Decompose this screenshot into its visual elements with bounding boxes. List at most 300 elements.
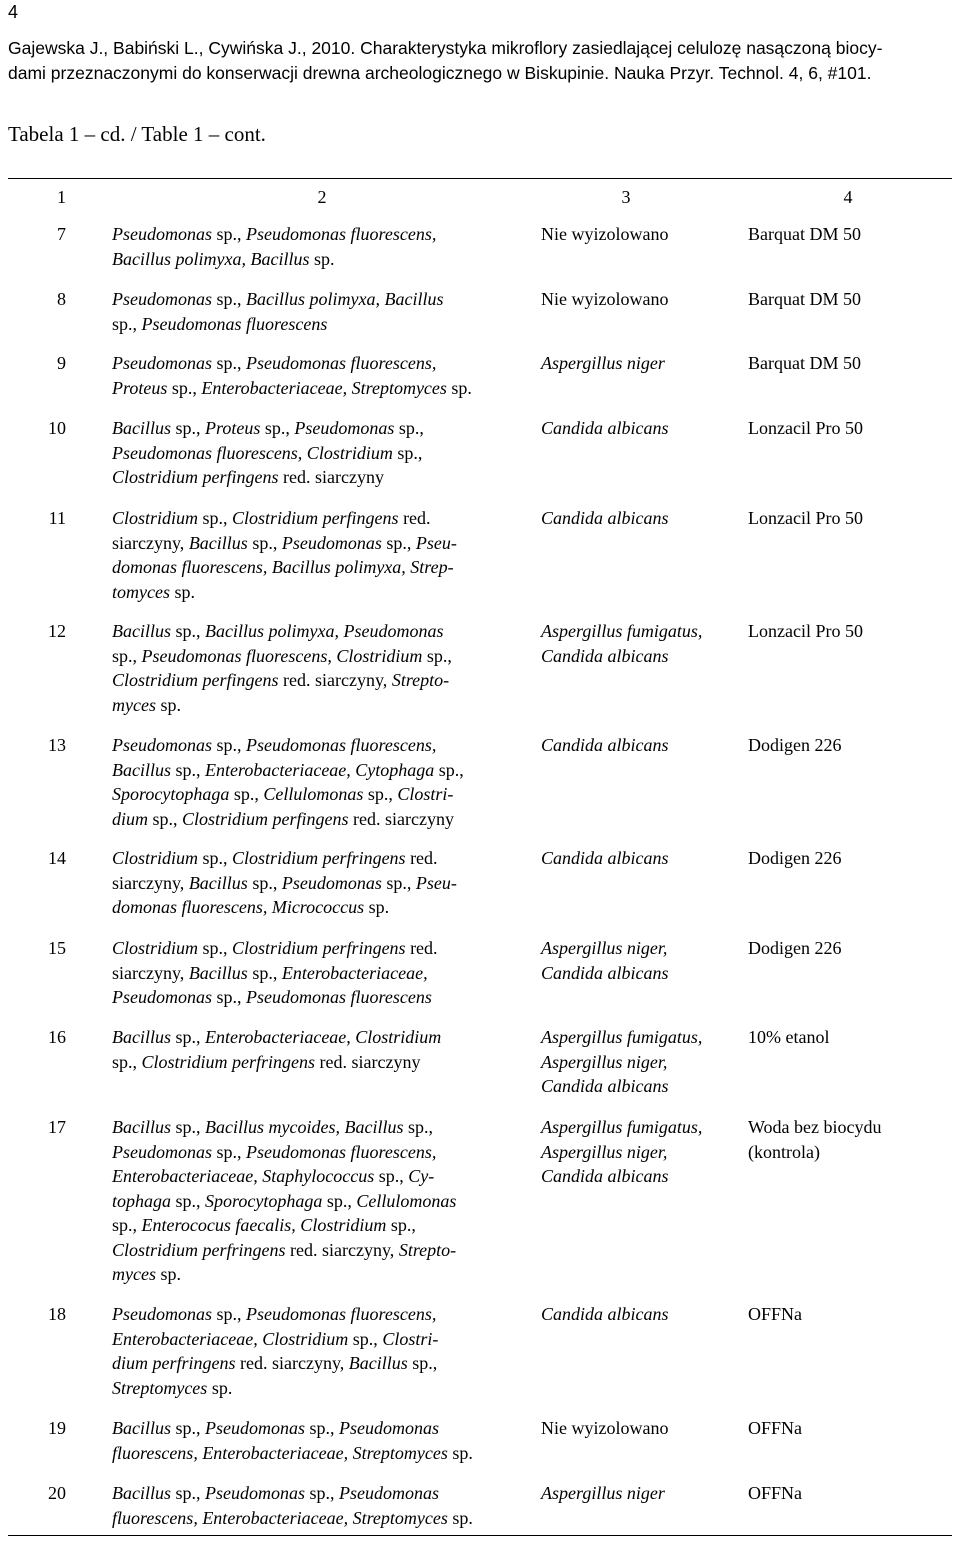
italic-text: Bacillus xyxy=(112,621,171,641)
row-number: 7 xyxy=(57,224,66,244)
cell-organisms xyxy=(112,1416,537,1465)
text: sp., xyxy=(212,289,247,309)
text: Lonzacil Pro 50 xyxy=(748,418,863,438)
cell-organisms xyxy=(112,351,537,400)
cell-line xyxy=(748,287,953,312)
italic-text: Clostridium xyxy=(112,938,199,958)
text: sp., xyxy=(434,759,464,780)
italic-text: Aspergillus niger, xyxy=(541,1141,668,1162)
text: Barquat DM 50 xyxy=(748,353,861,373)
italic-text: Candida albicans xyxy=(541,508,669,528)
row-number: 13 xyxy=(48,735,66,755)
cell-line xyxy=(112,619,537,644)
italic-text: Cellulomonas xyxy=(356,1190,457,1211)
text: sp., xyxy=(247,962,282,983)
text: sp., xyxy=(167,377,202,398)
italic-text: domonas fluorescens, Micrococcus xyxy=(112,897,365,917)
cell-line xyxy=(112,961,537,986)
cell-organisms xyxy=(112,222,537,271)
italic-text: Pseu- xyxy=(415,532,457,553)
italic-text: Candida albicans xyxy=(541,645,669,666)
cell-line xyxy=(112,1140,537,1165)
text: sp., xyxy=(198,938,233,958)
table-bottom-rule xyxy=(8,1535,952,1536)
text: red. siarczyny xyxy=(348,808,454,829)
italic-text: Aspergillus fumigatus, xyxy=(541,621,703,641)
text: siarczyny, xyxy=(112,962,189,983)
column-header-2: 2 xyxy=(317,187,327,207)
cell-line xyxy=(112,441,537,466)
cell-biocide xyxy=(748,619,953,644)
text: 10% etanol xyxy=(748,1027,830,1047)
cell-line xyxy=(541,846,746,871)
italic-text: Enterobacteriaceae, Staphylococcus xyxy=(112,1166,375,1186)
italic-text: tophaga xyxy=(112,1190,172,1211)
cell-organisms xyxy=(112,846,537,920)
italic-text: Enterobacteriaceae, Clostridium xyxy=(112,1328,349,1349)
italic-text: Aspergillus fumigatus, xyxy=(541,1027,703,1047)
row-number: 12 xyxy=(48,621,66,641)
column-header-4: 4 xyxy=(843,187,853,207)
italic-text: fluorescens, Enterobacteriaceae, Streptomyces xyxy=(112,1442,448,1463)
row-number: 9 xyxy=(57,353,66,373)
text: Lonzacil Pro 50 xyxy=(748,621,863,641)
italic-text: Candida albicans xyxy=(541,1304,669,1324)
text: red. xyxy=(405,848,438,868)
cell-line xyxy=(748,1140,953,1165)
italic-text: Pseudomonas xyxy=(339,1483,440,1503)
cell-line xyxy=(748,1115,953,1140)
italic-text: Pseudomonas fluorescens, xyxy=(246,1141,437,1162)
italic-text: Aspergillus fumigatus, xyxy=(541,1117,703,1137)
text: sp., xyxy=(198,848,233,868)
cell-line xyxy=(541,644,746,669)
text: Barquat DM 50 xyxy=(748,224,861,244)
text: sp., xyxy=(260,418,295,438)
row-number: 11 xyxy=(48,508,66,528)
italic-text: Bacillus xyxy=(112,1027,171,1047)
text: Barquat DM 50 xyxy=(748,289,861,309)
cell-line xyxy=(541,1074,746,1099)
cell-fungi xyxy=(541,287,746,312)
cell-line xyxy=(541,1050,746,1075)
cell-line xyxy=(112,693,537,718)
cell-line xyxy=(112,531,537,556)
text: Nie wyizolowano xyxy=(541,1418,669,1438)
column-header-3: 3 xyxy=(621,187,631,207)
cell-line xyxy=(748,1416,953,1441)
cell-line xyxy=(112,1025,537,1050)
italic-text: Pseudomonas xyxy=(112,289,212,309)
cell-biocide xyxy=(748,416,953,441)
cell-fungi xyxy=(541,1302,746,1327)
italic-text: Aspergillus niger xyxy=(541,1483,665,1503)
italic-text: Clostridium perfringens xyxy=(232,848,406,868)
text: siarczyny, xyxy=(112,532,189,553)
italic-text: myces xyxy=(112,694,156,715)
italic-text: Proteus xyxy=(112,377,168,398)
italic-text: Cellulomonas xyxy=(263,784,364,804)
cell-line xyxy=(112,807,537,832)
row-number: 18 xyxy=(48,1304,66,1324)
italic-text: Streptomyces xyxy=(112,1377,208,1398)
cell-biocide xyxy=(748,1115,953,1164)
cell-organisms xyxy=(112,619,537,717)
italic-text: Bacillus xyxy=(112,1418,171,1438)
italic-text: Cy- xyxy=(408,1166,435,1186)
cell-line xyxy=(112,351,537,376)
text: sp., xyxy=(171,1190,206,1211)
text: sp., xyxy=(363,784,398,804)
cell-line xyxy=(112,936,537,961)
cell-organisms xyxy=(112,733,537,831)
cell-line xyxy=(112,733,537,758)
cell-line xyxy=(112,555,537,580)
italic-text: Clostridium perfringens xyxy=(141,1051,316,1072)
italic-text: Pseudomonas fluorescens, Clostridium xyxy=(112,442,393,463)
text: sp., xyxy=(112,1051,142,1072)
table-title: Tabela 1 – cd. / Table 1 – cont. xyxy=(8,122,266,146)
italic-text: Candida albicans xyxy=(541,1166,669,1186)
italic-text: Enterobacteriaceae, Clostridium xyxy=(205,1027,442,1047)
italic-text: fluorescens, Enterobacteriaceae, Streptomyces xyxy=(112,1507,448,1528)
row-number: 20 xyxy=(48,1483,66,1503)
cell-line xyxy=(748,1481,953,1506)
italic-text: Bacillus xyxy=(112,418,171,438)
cell-line xyxy=(112,1441,537,1466)
text: Nie wyizolowano xyxy=(541,224,669,244)
text: siarczyny, xyxy=(112,872,189,893)
cell-line xyxy=(541,1025,746,1050)
text: sp., xyxy=(348,1328,383,1349)
italic-text: Bacillus xyxy=(112,1117,171,1137)
text: Nie wyizolowano xyxy=(541,289,669,309)
italic-text: Candida albicans xyxy=(541,848,669,868)
cell-organisms xyxy=(112,1115,537,1287)
text: red. siarczyny, xyxy=(235,1353,349,1373)
cell-line xyxy=(112,668,537,693)
text: sp., xyxy=(112,313,142,334)
cell-fungi xyxy=(541,1115,746,1189)
cell-organisms xyxy=(112,287,537,336)
italic-text: Bacillus polimyxa, Bacillus xyxy=(112,248,310,269)
text: sp., xyxy=(247,872,282,893)
cell-line xyxy=(748,222,953,247)
text: sp., xyxy=(171,1418,206,1438)
italic-text: Clostri- xyxy=(397,784,454,804)
row-number: 8 xyxy=(57,289,66,309)
italic-text: Pseudomonas xyxy=(112,1304,212,1324)
cell-line xyxy=(748,351,953,376)
text: sp. xyxy=(309,248,335,269)
cell-line xyxy=(112,1302,537,1327)
text: (kontrola) xyxy=(748,1141,820,1162)
cell-line xyxy=(748,619,953,644)
cell-line xyxy=(112,506,537,531)
text: sp., xyxy=(305,1483,340,1503)
text: red. xyxy=(405,938,438,958)
cell-line xyxy=(112,1351,537,1376)
italic-text: Bacillus xyxy=(188,962,248,983)
cell-line xyxy=(112,222,537,247)
cell-organisms xyxy=(112,1302,537,1400)
cell-line xyxy=(112,1481,537,1506)
text: red. siarczyny xyxy=(278,467,384,487)
text: sp., xyxy=(305,1418,340,1438)
italic-text: Bacillus mycoides, Bacillus xyxy=(205,1117,404,1137)
italic-text: Clostridium perfingens xyxy=(112,670,279,690)
text: sp., xyxy=(247,532,282,553)
cell-line xyxy=(112,1115,537,1140)
cell-biocide xyxy=(748,936,953,961)
cell-organisms xyxy=(112,936,537,1010)
italic-text: Sporocytophaga xyxy=(205,1190,323,1211)
cell-line xyxy=(112,1376,537,1401)
italic-text: Sporocytophaga xyxy=(112,784,230,804)
text: Woda bez biocydu xyxy=(748,1117,882,1137)
text: sp., xyxy=(394,418,424,438)
text: sp., xyxy=(148,808,183,829)
text: sp. xyxy=(447,1507,473,1528)
cell-line xyxy=(112,1238,537,1263)
text: Dodigen 226 xyxy=(748,735,842,755)
italic-text: Clostridium xyxy=(112,508,199,528)
cell-biocide xyxy=(748,733,953,758)
cell-line xyxy=(748,1025,953,1050)
italic-text: Clostridium xyxy=(112,848,199,868)
cell-fungi xyxy=(541,222,746,247)
italic-text: Pseudomonas xyxy=(294,418,395,438)
text: Dodigen 226 xyxy=(748,938,842,958)
italic-text: Clostridium perfingens xyxy=(232,508,399,528)
italic-text: Pseudomonas fluorescens, xyxy=(246,735,437,755)
row-number: 10 xyxy=(48,418,66,438)
cell-organisms xyxy=(112,506,537,604)
italic-text: Pseudomonas xyxy=(112,1141,212,1162)
row-number: 19 xyxy=(48,1418,66,1438)
cell-line xyxy=(541,1416,746,1441)
text: OFFNa xyxy=(748,1304,803,1324)
cell-line xyxy=(112,1327,537,1352)
text: sp., xyxy=(386,1215,416,1235)
cell-line xyxy=(541,1481,746,1506)
italic-text: Enterobacteriaceae, xyxy=(281,962,428,983)
italic-text: Bacillus polimyxa, Pseudomonas xyxy=(205,621,444,641)
text: sp., xyxy=(322,1190,357,1211)
italic-text: Enterococus faecalis, Clostridium xyxy=(141,1215,387,1235)
italic-text: Pseudomonas fluorescens, Clostridium xyxy=(141,645,423,666)
cell-line xyxy=(112,1506,537,1531)
text: sp., xyxy=(212,353,247,373)
cell-line xyxy=(748,416,953,441)
italic-text: Enterobacteriaceae, Cytophaga xyxy=(205,759,435,780)
cell-line xyxy=(112,644,537,669)
cell-line xyxy=(112,1262,537,1287)
cell-line xyxy=(541,351,746,376)
italic-text: Enterobacteriaceae, Streptomyces xyxy=(201,377,447,398)
text: sp., xyxy=(112,1215,142,1235)
cell-line xyxy=(112,416,537,441)
text: sp. xyxy=(446,377,472,398)
text: Dodigen 226 xyxy=(748,848,842,868)
italic-text: Clostridium perfingens xyxy=(112,467,279,487)
text: sp., xyxy=(392,442,423,463)
italic-text: Candida albicans xyxy=(541,735,669,755)
cell-line xyxy=(112,1050,537,1075)
italic-text: Pseudomonas xyxy=(112,735,212,755)
cell-line xyxy=(112,782,537,807)
cell-line xyxy=(112,1213,537,1238)
text: sp. xyxy=(447,1442,473,1463)
text: sp. xyxy=(169,581,195,602)
italic-text: Pseudomonas xyxy=(281,872,382,893)
text: sp., xyxy=(198,508,233,528)
cell-line xyxy=(541,619,746,644)
italic-text: Pseudomonas xyxy=(205,1483,306,1503)
italic-text: Bacillus xyxy=(188,532,248,553)
text: sp., xyxy=(422,645,452,666)
text: sp., xyxy=(381,872,416,893)
text: sp. xyxy=(155,694,181,715)
italic-text: Pseudomonas xyxy=(112,353,212,373)
text: sp. xyxy=(155,1264,181,1284)
cell-line xyxy=(112,247,537,272)
italic-text: Pseudomonas xyxy=(112,224,212,244)
cell-line xyxy=(112,465,537,490)
italic-text: domonas fluorescens, Bacillus polimyxa, Strep- xyxy=(112,557,454,577)
italic-text: myces xyxy=(112,1264,156,1284)
cell-line xyxy=(112,871,537,896)
text: sp. xyxy=(207,1377,233,1398)
cell-fungi xyxy=(541,1025,746,1099)
italic-text: Pseudomonas fluorescens, xyxy=(246,224,437,244)
cell-fungi xyxy=(541,351,746,376)
cell-biocide xyxy=(748,1025,953,1050)
text: sp., xyxy=(374,1166,409,1186)
italic-text: Candida albicans xyxy=(541,962,669,983)
italic-text: dium xyxy=(112,808,148,829)
cell-line xyxy=(541,222,746,247)
cell-line xyxy=(112,846,537,871)
cell-fungi xyxy=(541,936,746,985)
cell-fungi xyxy=(541,1481,746,1506)
cell-line xyxy=(748,846,953,871)
italic-text: Bacillus xyxy=(348,1353,408,1373)
cell-line xyxy=(541,416,746,441)
cell-line xyxy=(112,287,537,312)
text: Lonzacil Pro 50 xyxy=(748,508,863,528)
text: sp., xyxy=(403,1117,433,1137)
cell-biocide xyxy=(748,1481,953,1506)
italic-text: Pseudomonas fluorescens, xyxy=(246,353,437,373)
text: sp., xyxy=(112,645,142,666)
cell-biocide xyxy=(748,1302,953,1327)
cell-line xyxy=(748,506,953,531)
italic-text: Pseu- xyxy=(415,872,457,893)
italic-text: Clostridium perfingens xyxy=(182,808,349,829)
text: sp., xyxy=(171,759,206,780)
italic-text: Strepto- xyxy=(398,1239,457,1260)
text: red. siarczyny, xyxy=(285,1239,399,1260)
cell-line xyxy=(541,936,746,961)
text: sp., xyxy=(171,1483,206,1503)
table-top-rule xyxy=(8,178,952,179)
cell-line xyxy=(541,1140,746,1165)
column-header-1: 1 xyxy=(57,187,66,207)
cell-biocide xyxy=(748,506,953,531)
italic-text: Clostridium perfringens xyxy=(232,938,406,958)
cell-biocide xyxy=(748,1416,953,1441)
cell-line xyxy=(541,1164,746,1189)
citation-line-1: Gajewska J., Babiński L., Cywińska J., 2010. Charakterystyka mikroflory zasiedlającej celulozę nasączoną biocy- xyxy=(8,38,883,58)
cell-biocide xyxy=(748,222,953,247)
cell-fungi xyxy=(541,733,746,758)
cell-biocide xyxy=(748,846,953,871)
cell-line xyxy=(112,1164,537,1189)
text: sp., xyxy=(229,784,264,804)
text: sp. xyxy=(364,897,390,917)
italic-text: Candida albicans xyxy=(541,418,669,438)
italic-text: Bacillus xyxy=(112,1483,171,1503)
cell-line xyxy=(541,506,746,531)
italic-text: dium perfringens xyxy=(112,1353,236,1373)
text: red. xyxy=(398,508,431,528)
text: sp., xyxy=(171,1117,206,1137)
italic-text: Pseudomonas xyxy=(281,532,382,553)
text: red. siarczyny, xyxy=(278,670,392,690)
cell-line xyxy=(748,733,953,758)
text: sp., xyxy=(212,1141,247,1162)
cell-line xyxy=(112,580,537,605)
italic-text: Pseudomonas xyxy=(112,987,212,1007)
text: sp., xyxy=(212,735,247,755)
italic-text: Strepto- xyxy=(391,670,450,690)
cell-organisms xyxy=(112,416,537,490)
text: sp., xyxy=(212,987,247,1007)
italic-text: Aspergillus niger xyxy=(541,353,665,373)
cell-line xyxy=(748,936,953,961)
cell-line xyxy=(112,895,537,920)
cell-biocide xyxy=(748,287,953,312)
cell-fungi xyxy=(541,846,746,871)
italic-text: Aspergillus niger, xyxy=(541,938,668,958)
cell-fungi xyxy=(541,619,746,668)
page-number: 4 xyxy=(8,2,19,22)
italic-text: tomyces xyxy=(112,581,170,602)
cell-organisms xyxy=(112,1481,537,1530)
row-number: 15 xyxy=(48,938,66,958)
cell-line xyxy=(541,1302,746,1327)
italic-text: Pseudomonas fluorescens, xyxy=(246,1304,437,1324)
cell-organisms xyxy=(112,1025,537,1074)
text: OFFNa xyxy=(748,1418,803,1438)
text: sp., xyxy=(171,418,206,438)
text: sp., xyxy=(381,532,416,553)
cell-line xyxy=(112,376,537,401)
italic-text: Candida albicans xyxy=(541,1076,669,1096)
cell-fungi xyxy=(541,506,746,531)
text: sp., xyxy=(212,224,247,244)
cell-line xyxy=(112,758,537,783)
italic-text: Pseudomonas fluorescens xyxy=(246,987,432,1007)
italic-text: Clostri- xyxy=(382,1328,439,1349)
cell-line xyxy=(541,961,746,986)
text: sp., xyxy=(407,1353,438,1373)
cell-line xyxy=(112,1416,537,1441)
text: red. siarczyny xyxy=(315,1051,421,1072)
cell-line xyxy=(748,1302,953,1327)
italic-text: Aspergillus niger, xyxy=(541,1051,668,1072)
